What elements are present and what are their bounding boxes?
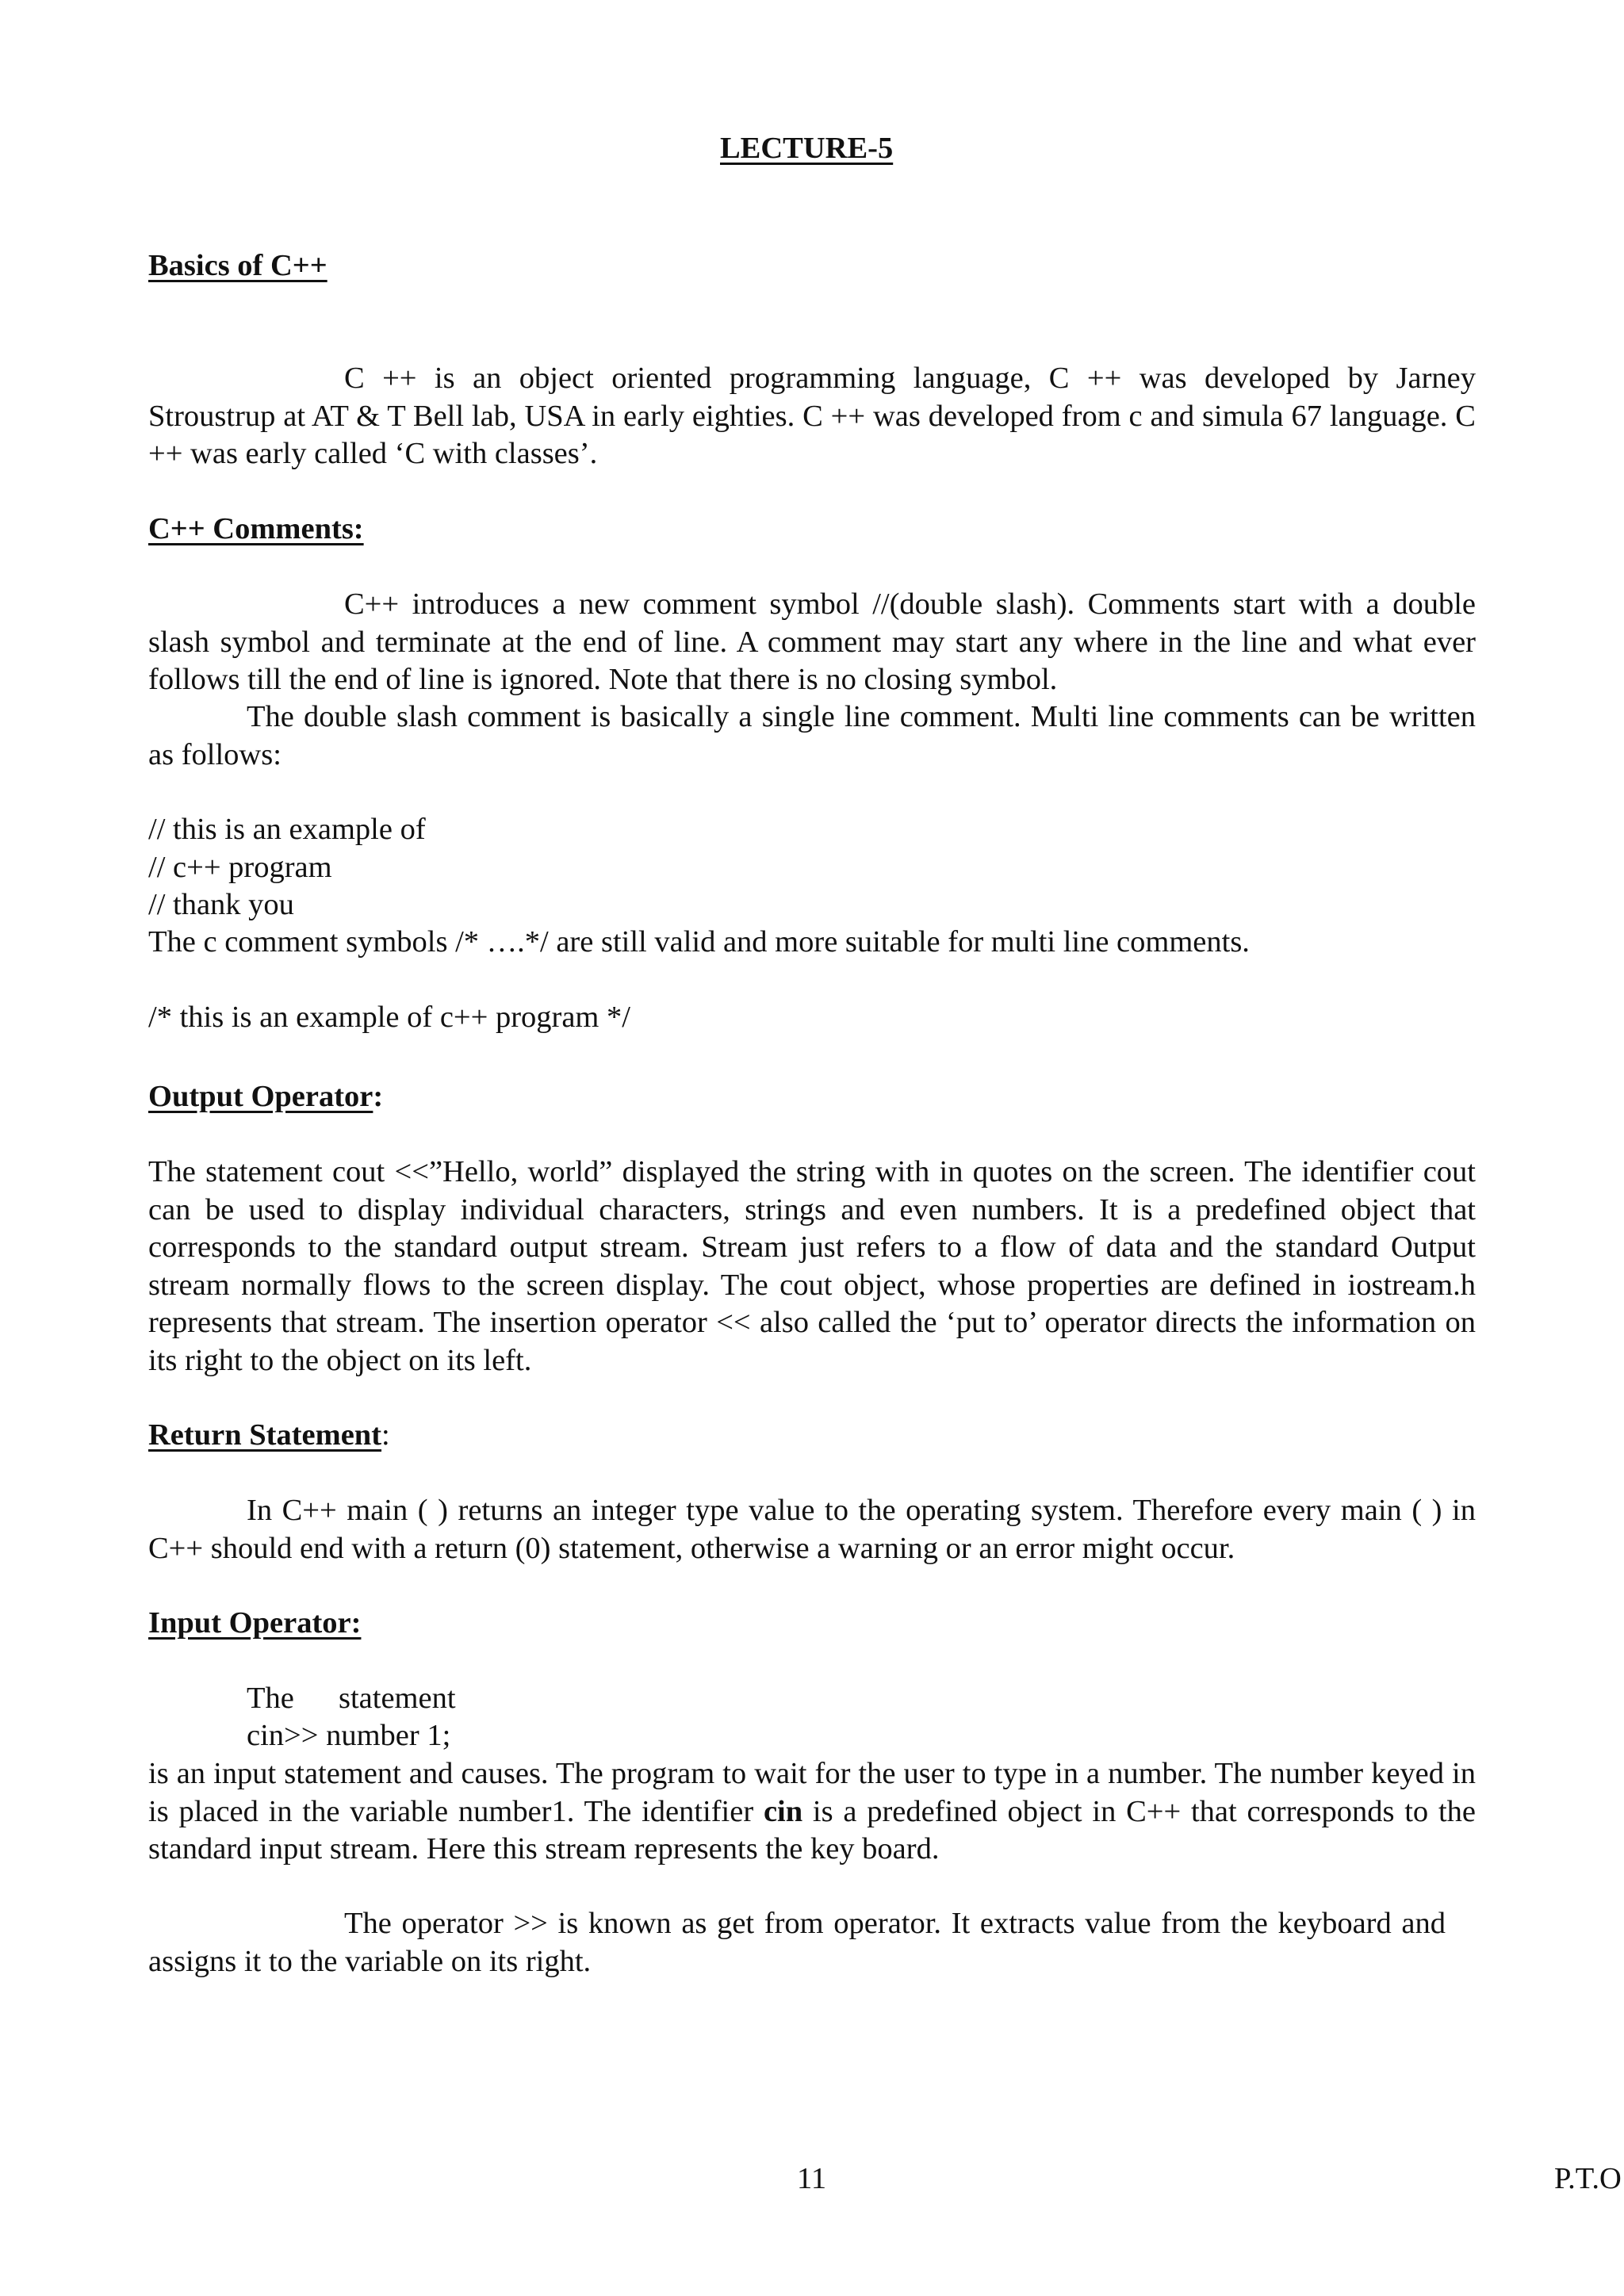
input-heading: Input Operator:	[148, 1606, 362, 1640]
comments-heading: C++ Comments:	[148, 512, 364, 545]
output-heading-colon: :	[373, 1080, 384, 1113]
comment-example-line: // thank you	[148, 888, 294, 921]
return-heading-colon: :	[381, 1418, 390, 1452]
input-statement-word: The	[247, 1682, 294, 1715]
output-heading-row	[148, 1078, 383, 1116]
c-comment-note: The c comment symbols /* ….*/ are still valid and more suitable for multi line comments.	[148, 925, 1250, 959]
output-paragraph: The statement cout <<”Hello, world” displayed the string with in quotes on the screen. The identifier cout can be used to display individual characters, strings and even numbers. It is a predefined object that corresponds to the standard output stream. Stream just refers to a flow of data and the standard Output stream normally flows to the screen display. The cout object, whose properties are defined in iostream.h represents that stream. The insertion operator << also called the ‘put to’ operator directs the information on its right to the object on its left.	[148, 1155, 1476, 1377]
comment-example-line: // c++ program	[148, 851, 332, 884]
page-number: 11	[797, 2162, 827, 2195]
input-paragraph	[148, 1755, 1476, 1869]
lecture-title: LECTURE-5	[720, 132, 894, 165]
comments-paragraph-2: The double slash comment is basically a single line comment. Multi line comments can be written as follows:	[148, 700, 1476, 771]
return-heading-row	[148, 1417, 390, 1455]
ptc-marker: P.T.O	[1554, 2162, 1622, 2195]
c-comment-example: /* this is an example of c++ program */	[148, 1001, 630, 1034]
input-paragraph-text: is a predefined object in C++ that corresponds to the standard input stream. Here this stream represents the key board.	[148, 1794, 1476, 1866]
input-statement-word: statement	[339, 1682, 456, 1715]
return-heading: Return Statement	[148, 1418, 382, 1452]
cin-keyword: cin	[763, 1794, 803, 1828]
comments-paragraph-1: C++ introduces a new comment symbol //(double slash). Comments start with a double slash symbol and terminate at the end of line. A comment may start any where in the line and what ever follows till the end of line is ignored. Note that there is no closing symbol.	[148, 587, 1476, 696]
comment-example-line: // this is an example of	[148, 813, 426, 846]
basics-heading: Basics of C++	[148, 249, 327, 282]
input-statement-code: cin>> number 1;	[247, 1719, 451, 1752]
input-paragraph-text: is an input statement and causes. The program to wait for the user to type in a number. The number keyed in is placed in the variable number1. The identifier	[148, 1757, 1476, 1828]
input-paragraph-2: The operator >> is known as get from operator. It extracts value from the keyboard and assigns it to the variable on its right.	[148, 1907, 1446, 1978]
output-heading: Output Operator	[148, 1080, 373, 1113]
return-paragraph: In C++ main ( ) returns an integer type value to the operating system. Therefore every main ( ) in C++ should end with a return (0) statement, otherwise a warning or an error might occur.	[148, 1494, 1476, 1565]
basics-paragraph: C ++ is an object oriented programming language, C ++ was developed by Jarney Stroustrup at AT & T Bell lab, USA in early eighties. C ++ was developed from c and simula 67 language. C ++ was early called ‘C with classes’.	[148, 362, 1476, 470]
